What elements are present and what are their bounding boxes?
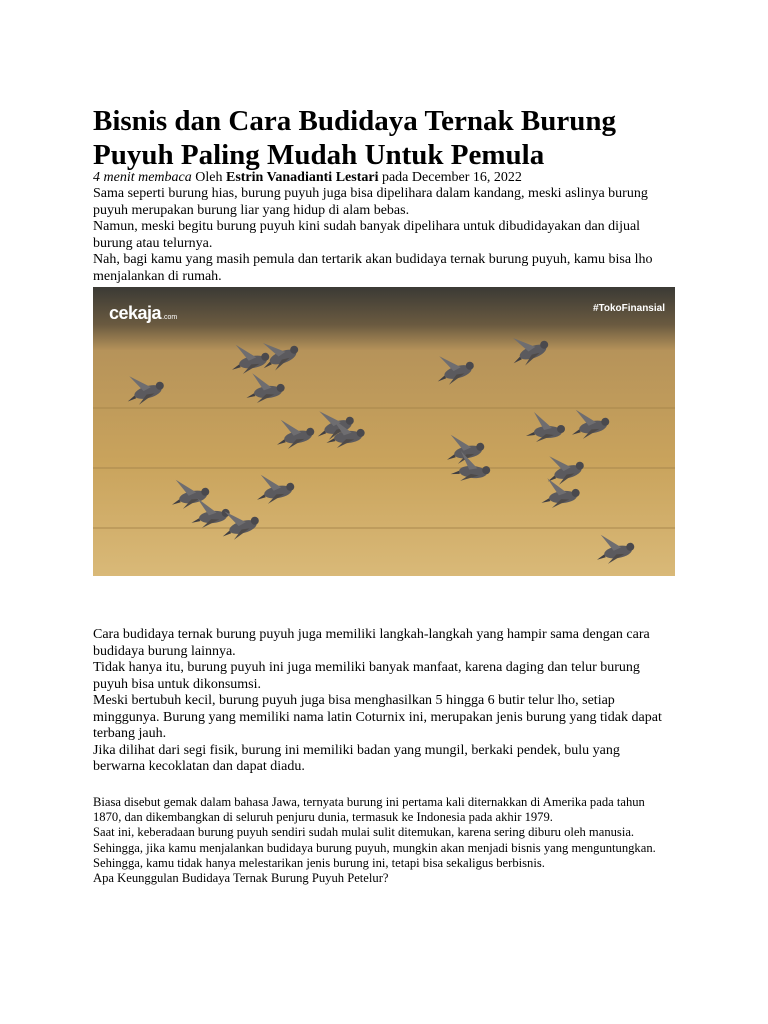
paragraph: Tidak hanya itu, burung puyuh ini juga memiliki banyak manfaat, karena daging dan telur burung puyuh bisa untuk dikonsumsi. bbox=[93, 660, 640, 692]
paragraph: Biasa disebut gemak dalam bahasa Jawa, ternyata burung ini pertama kali diternakkan di Amerika pada tahun 1870, dan dikembangkan di seluruh penjuru dunia, termasuk ke Indonesia pada akhir 1979. bbox=[93, 795, 645, 825]
author-name: Estrin Vanadianti Lestari bbox=[225, 170, 379, 185]
section-heading: Apa Keunggulan Budidaya Ternak Burung Puyuh Petelur? bbox=[93, 871, 389, 886]
read-time: 4 menit membaca bbox=[93, 170, 192, 185]
body-section bbox=[93, 627, 675, 776]
paragraph: Meski bertubuh kecil, burung puyuh juga bisa menghasilkan 5 hingga 6 butir telur lho, setiap minggunya. Burung yang memiliki nama latin Coturnix ini, merupakan jenis burung yang tidak dapat terbang jauh. bbox=[93, 693, 662, 741]
paragraph: Nah, bagi kamu yang masih pemula dan tertarik akan budidaya ternak burung puyuh, kamu bisa lho menjalankan di rumah. bbox=[93, 252, 653, 284]
publish-date: December 16, 2022 bbox=[411, 170, 522, 185]
paragraph: Sehingga, jika kamu menjalankan budidaya burung puyuh, mungkin akan menjadi bisnis yang menguntungkan. Sehingga, kamu tidak hanya melestarikan jenis burung ini, tetapi bisa sekaligus berbisnis. bbox=[93, 840, 656, 870]
meta-on: pada bbox=[378, 170, 412, 185]
article-meta bbox=[93, 170, 693, 186]
cekaja-logo: cekaja.com bbox=[109, 303, 178, 323]
quail-flock-illustration bbox=[93, 287, 675, 576]
meta-by: Oleh bbox=[191, 170, 226, 185]
paragraph: Namun, meski begitu burung puyuh kini sudah banyak dipelihara untuk dibudidayakan dan dijual burung atau telurnya. bbox=[93, 219, 641, 251]
history-section bbox=[93, 795, 675, 886]
paragraph: Cara budidaya ternak burung puyuh juga memiliki langkah-langkah yang hampir sama dengan cara budidaya burung lainnya. bbox=[93, 627, 650, 659]
paragraph: Sama seperti burung hias, burung puyuh juga bisa dipelihara dalam kandang, meski aslinya burung puyuh merupakan burung liar yang hidup di alam bebas. bbox=[93, 186, 648, 218]
paragraph: Saat ini, keberadaan burung puyuh sendiri sudah mulai sulit ditemukan, karena sering diburu oleh manusia. bbox=[93, 825, 635, 840]
article-title: Bisnis dan Cara Budidaya Ternak Burung Puyuh Paling Mudah Untuk Pemula bbox=[93, 105, 617, 171]
image-hashtag: #TokoFinansial bbox=[592, 303, 665, 314]
intro-section bbox=[93, 186, 675, 285]
paragraph: Jika dilihat dari segi fisik, burung ini memiliki badan yang mungil, berkaki pendek, bulu yang berwarna kecoklatan dan dapat diadu. bbox=[93, 742, 620, 774]
hero-image-quail-flock bbox=[93, 287, 675, 576]
